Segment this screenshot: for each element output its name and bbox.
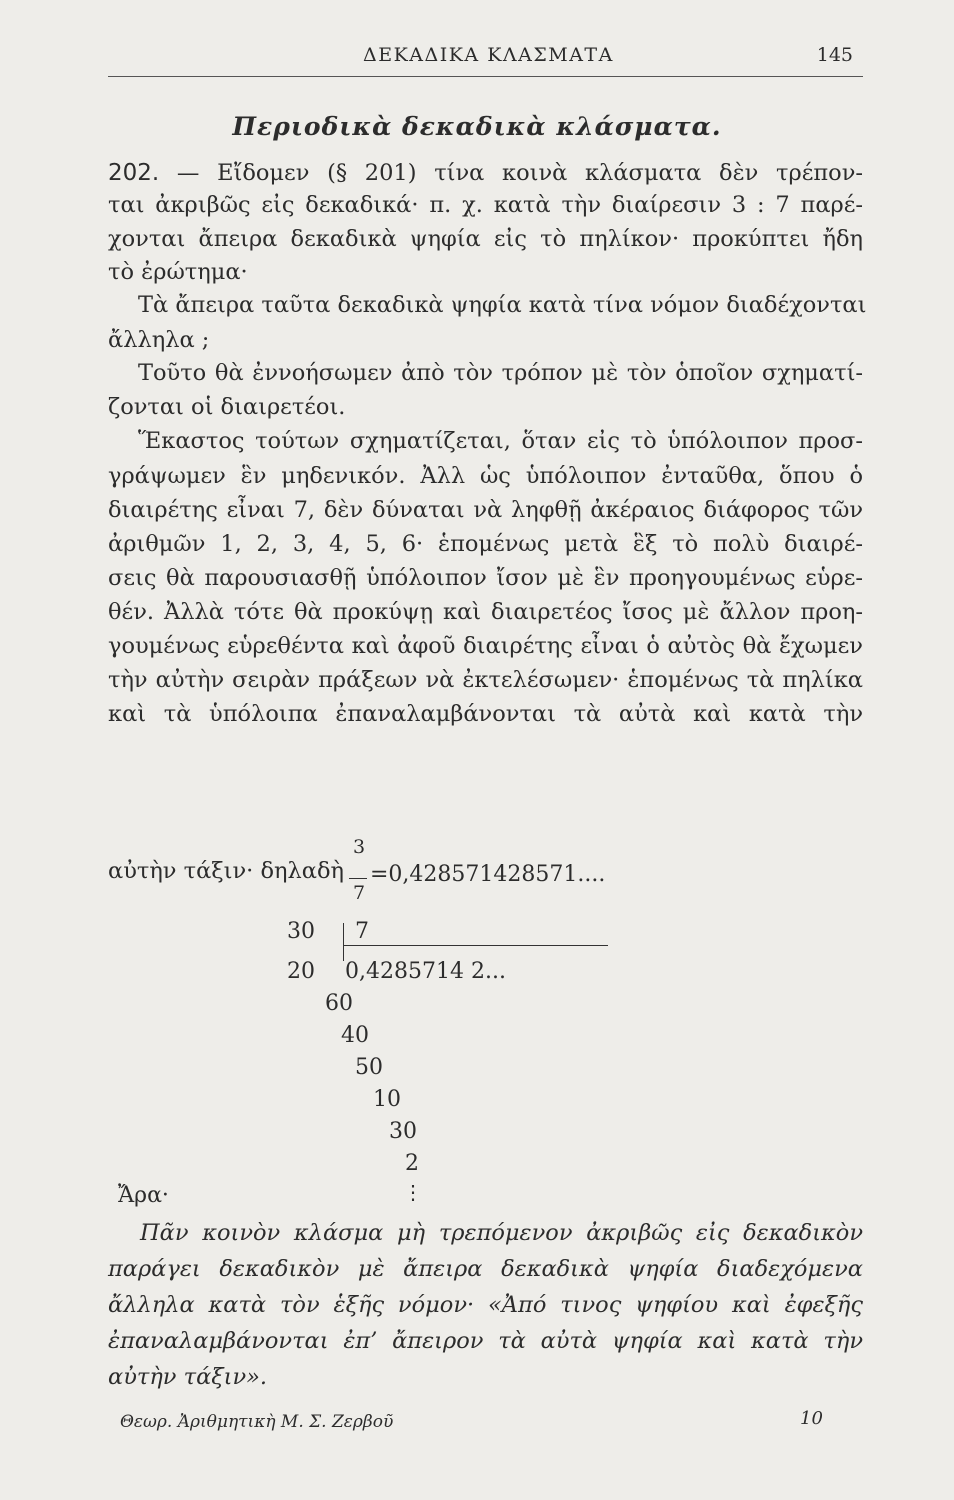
text-line: καὶ τὰ ὑπόλοιπα ἐπαναλαμβάνονται τὰ αὐτὰ καὶ κατὰ τὴν xyxy=(108,701,863,727)
division-step: 2 xyxy=(405,1151,419,1176)
division-dividend: 30 xyxy=(287,919,315,944)
text-line: διαιρέτης εἶναι 7, δὲν δύναται νὰ ληφθῇ ἀκέραιος διάφορος τῶν xyxy=(108,497,863,523)
fraction-expression xyxy=(108,830,868,904)
division-step: 60 xyxy=(325,991,353,1016)
text-line: τὴν αὐτὴν σειρὰν πράξεων νὰ ἐκτελέσωμεν· ἑπομένως τὰ πηλίκα xyxy=(108,667,863,693)
division-step: 30 xyxy=(389,1119,417,1144)
text-line: ἀριθμῶν 1, 2, 3, 4, 5, 6· ἑπομένως μετὰ ἓξ τὸ πολὺ διαιρέ- xyxy=(108,531,863,557)
text-line: θέν. Ἀλλὰ τότε θὰ προκύψῃ καὶ διαιρετέος ἴσος μὲ ἄλλον προη- xyxy=(108,599,863,625)
text-line: Τὰ ἄπειρα ταῦτα δεκαδικὰ ψηφία κατὰ τίνα νόμον διαδέχονται xyxy=(138,292,867,318)
section-heading: Περιοδικὰ δεκαδικὰ κλάσματα. xyxy=(232,112,722,141)
page-number: 145 xyxy=(816,44,853,66)
footer-book-title: Θεωρ. Ἀριθμητικὴ Μ. Σ. Ζερβοῦ xyxy=(120,1412,394,1432)
division-divisor: 7 xyxy=(355,919,369,944)
footer-signature: 10 xyxy=(800,1408,823,1429)
running-title: ΔΕΚΑΔΙΚΑ ΚΛΑΣΜΑΤΑ xyxy=(363,44,614,66)
text-line: ἄλληλα ; xyxy=(108,327,210,353)
long-division xyxy=(285,915,615,1185)
text-line: ζονται οἱ διαιρετέοι. xyxy=(108,394,346,420)
fraction-bar xyxy=(349,878,367,879)
paragraph-number: 202. xyxy=(108,160,160,186)
rule-line: παράγει δεκαδικὸν μὲ ἄπειρα δεκαδικὰ ψηφία διαδεχόμενα xyxy=(108,1256,863,1282)
text-line: Ἕκαστος τούτων σχηματίζεται, ὅταν εἰς τὸ ὑπόλοιπον προσ- xyxy=(138,428,863,454)
rule-line: αὐτὴν τάξιν». xyxy=(108,1364,268,1390)
fraction-numerator: 3 xyxy=(353,836,366,858)
text-line: τὸ ἐρώτημα· xyxy=(108,259,248,285)
division-quotient: 0,4285714 2... xyxy=(345,959,506,984)
division-ellipsis: ⋮ xyxy=(403,1180,423,1204)
text-line: χονται ἄπειρα δεκαδικὰ ψηφία εἰς τὸ πηλίκον· προκύπτει ἤδη xyxy=(108,226,863,252)
text-line: Τοῦτο θὰ ἐννοήσωμεν ἀπὸ τὸν τρόπον μὲ τὸν ὁποῖον σχηματί- xyxy=(138,360,863,386)
fraction-prefix: αὐτὴν τάξιν· δηλαδὴ xyxy=(108,858,344,884)
division-step: 10 xyxy=(373,1087,401,1112)
division-step: 20 xyxy=(287,959,315,984)
division-vertical-line xyxy=(343,923,344,961)
running-head xyxy=(108,40,863,77)
fraction-denominator: 7 xyxy=(353,882,366,904)
text-line: γουμένως εὑρεθέντα καὶ ἀφοῦ διαιρέτης εἶναι ὁ αὐτὸς θὰ ἔχωμεν xyxy=(108,633,863,659)
text-line: γράψωμεν ἓν μηδενικόν. Ἀλλ ὡς ὑπόλοιπον ἐνταῦθα, ὅπου ὁ xyxy=(108,463,863,489)
rule-line: ἐπαναλαμβάνονται ἐπ’ ἄπειρον τὰ αὐτὰ ψηφία καὶ κατὰ τὴν xyxy=(108,1328,863,1354)
conclusion-label: Ἄρα· xyxy=(118,1183,169,1208)
fraction-value: =0,428571428571.... xyxy=(370,862,606,887)
division-step: 50 xyxy=(355,1055,383,1080)
division-step: 40 xyxy=(341,1023,369,1048)
division-horizontal-line xyxy=(343,945,608,946)
text-line xyxy=(108,158,863,188)
rule-line: ἄλληλα κατὰ τὸν ἑξῆς νόμον· «Ἀπό τινος ψηφίου καὶ ἐφεξῆς xyxy=(108,1292,863,1318)
rule-line: Πᾶν κοινὸν κλάσμα μὴ τρεπόμενον ἀκριβῶς εἰς δεκαδικὸν xyxy=(140,1220,863,1246)
text-line: σεις θὰ παρουσιασθῇ ὑπόλοιπον ἴσον μὲ ἓν προηγουμένως εὑρε- xyxy=(108,565,863,591)
text-line-content: — Εἴδομεν (§ 201) τίνα κοινὰ κλάσματα δὲν τρέπον- xyxy=(159,160,863,186)
text-line: ται ἀκριβῶς εἰς δεκαδικά· π. χ. κατὰ τὴν διαίρεσιν 3 : 7 παρέ- xyxy=(108,192,863,218)
